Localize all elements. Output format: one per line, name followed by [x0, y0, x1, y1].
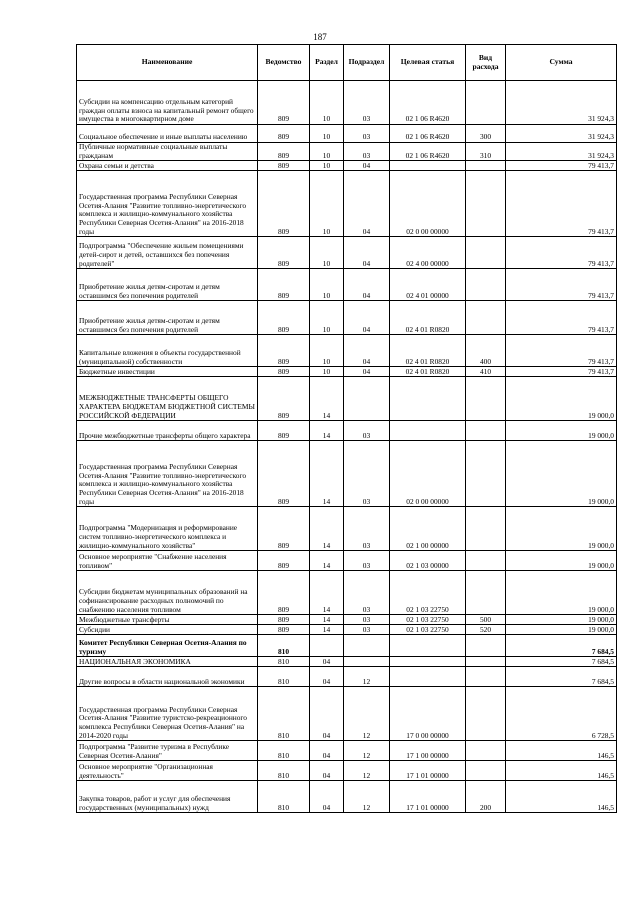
row-target-item-cell: 02 1 00 00000 — [390, 507, 466, 551]
row-expense-type-cell — [466, 171, 506, 237]
row-subsection-cell: 03 — [344, 441, 390, 507]
row-expense-type-cell — [466, 301, 506, 335]
row-expense-type-cell — [466, 237, 506, 269]
table-row — [77, 421, 617, 441]
row-section-cell: 10 — [310, 81, 344, 125]
row-section-cell: 10 — [310, 125, 344, 143]
row-department-cell: 809 — [258, 171, 310, 237]
row-name-cell: Подпрограмма "Развитие туризма в Республике Северная Осетия-Алания" — [77, 741, 258, 761]
row-department-cell: 809 — [258, 625, 310, 635]
row-amount-cell: 6 728,5 — [506, 687, 617, 741]
table-row — [77, 667, 617, 687]
row-section-cell — [310, 635, 344, 657]
row-section-cell: 04 — [310, 657, 344, 667]
row-target-item-cell: 17 0 00 00000 — [390, 687, 466, 741]
row-subsection-cell: 12 — [344, 667, 390, 687]
row-target-item-cell — [390, 657, 466, 667]
row-target-item-cell: 02 0 00 00000 — [390, 441, 466, 507]
row-department-cell: 810 — [258, 635, 310, 657]
row-target-item-cell: 02 1 03 22750 — [390, 571, 466, 615]
table-row — [77, 161, 617, 171]
row-department-cell: 809 — [258, 161, 310, 171]
row-target-item-cell — [390, 421, 466, 441]
table-row — [77, 571, 617, 615]
row-department-cell: 809 — [258, 551, 310, 571]
row-amount-cell: 19 000,0 — [506, 551, 617, 571]
column-header-target-item: Целевая статья — [390, 45, 466, 81]
row-subsection-cell — [344, 657, 390, 667]
column-header-section: Раздел — [310, 45, 344, 81]
row-department-cell: 809 — [258, 421, 310, 441]
table-row — [77, 125, 617, 143]
row-section-cell: 14 — [310, 441, 344, 507]
row-subsection-cell: 03 — [344, 507, 390, 551]
row-expense-type-cell — [466, 161, 506, 171]
row-department-cell: 809 — [258, 301, 310, 335]
row-subsection-cell: 03 — [344, 625, 390, 635]
row-department-cell: 809 — [258, 143, 310, 161]
row-expense-type-cell: 400 — [466, 335, 506, 367]
row-subsection-cell: 03 — [344, 125, 390, 143]
row-target-item-cell: 02 1 06 R4620 — [390, 143, 466, 161]
row-subsection-cell: 04 — [344, 171, 390, 237]
row-amount-cell: 79 413,7 — [506, 171, 617, 237]
table-row — [77, 367, 617, 377]
row-department-cell: 809 — [258, 237, 310, 269]
row-department-cell: 810 — [258, 687, 310, 741]
row-amount-cell: 31 924,3 — [506, 81, 617, 125]
row-subsection-cell: 12 — [344, 741, 390, 761]
page-number: 187 — [313, 32, 327, 42]
row-name-cell: МЕЖБЮДЖЕТНЫЕ ТРАНСФЕРТЫ ОБЩЕГО ХАРАКТЕРА БЮДЖЕТАМ БЮДЖЕТНОЙ СИСТЕМЫ РОССИЙСКОЙ ФЕДЕРАЦИИ — [77, 377, 258, 421]
row-name-cell: Капитальные вложения в объекты государственной (муниципальной) собственности — [77, 335, 258, 367]
row-expense-type-cell — [466, 441, 506, 507]
row-section-cell: 14 — [310, 551, 344, 571]
row-amount-cell: 79 413,7 — [506, 301, 617, 335]
row-section-cell: 14 — [310, 615, 344, 625]
row-section-cell: 14 — [310, 625, 344, 635]
row-amount-cell: 7 684,5 — [506, 657, 617, 667]
row-department-cell: 810 — [258, 781, 310, 813]
row-target-item-cell: 02 0 00 00000 — [390, 171, 466, 237]
header-row — [77, 45, 617, 81]
column-header-subsection: Подраздел — [344, 45, 390, 81]
row-expense-type-cell: 500 — [466, 615, 506, 625]
row-amount-cell: 79 413,7 — [506, 237, 617, 269]
row-section-cell: 14 — [310, 377, 344, 421]
row-department-cell: 810 — [258, 761, 310, 781]
row-amount-cell: 79 413,7 — [506, 367, 617, 377]
row-name-cell: Государственная программа Республики Северная Осетия-Алания "Развитие туристско-рекреационного комплекса Республики Северная Осетия-Алания" на 2014-2020 годы — [77, 687, 258, 741]
row-name-cell: Охрана семьи и детства — [77, 161, 258, 171]
row-subsection-cell — [344, 377, 390, 421]
row-expense-type-cell — [466, 269, 506, 301]
row-target-item-cell: 17 1 01 00000 — [390, 761, 466, 781]
column-header-amount: Сумма — [506, 45, 617, 81]
row-department-cell: 809 — [258, 507, 310, 551]
row-section-cell: 14 — [310, 571, 344, 615]
row-name-cell: Комитет Республики Северная Осетия-Алания по туризму — [77, 635, 258, 657]
row-subsection-cell: 12 — [344, 687, 390, 741]
row-department-cell: 810 — [258, 657, 310, 667]
table-row — [77, 143, 617, 161]
row-name-cell: Другие вопросы в области национальной экономики — [77, 667, 258, 687]
row-name-cell: Прочие межбюджетные трансферты общего характера — [77, 421, 258, 441]
row-name-cell: Субсидии бюджетам муниципальных образований на софинансирование расходных полномочий по снабжению населения топливом — [77, 571, 258, 615]
row-name-cell: Государственная программа Республики Северная Осетия-Алания "Развитие топливно-энергетического комплекса и жилищно-коммунального хозяйства Республики Северная Осетия-Алания" на 2016-2018 годы — [77, 171, 258, 237]
row-amount-cell: 19 000,0 — [506, 571, 617, 615]
row-subsection-cell: 04 — [344, 335, 390, 367]
row-amount-cell: 146,5 — [506, 741, 617, 761]
row-department-cell: 809 — [258, 125, 310, 143]
row-subsection-cell: 12 — [344, 781, 390, 813]
row-subsection-cell: 04 — [344, 237, 390, 269]
row-target-item-cell: 02 4 01 R0820 — [390, 367, 466, 377]
row-target-item-cell: 17 1 00 00000 — [390, 741, 466, 761]
row-department-cell: 809 — [258, 571, 310, 615]
row-expense-type-cell — [466, 741, 506, 761]
row-target-item-cell: 02 4 01 R0820 — [390, 335, 466, 367]
row-subsection-cell: 03 — [344, 143, 390, 161]
table-row — [77, 81, 617, 125]
row-name-cell: Субсидии на компенсацию отдельным категорий граждан оплаты взноса на капитальный ремонт общего имущества в многоквартирном доме — [77, 81, 258, 125]
row-department-cell: 809 — [258, 81, 310, 125]
row-department-cell: 809 — [258, 269, 310, 301]
column-header-department: Ведомство — [258, 45, 310, 81]
row-expense-type-cell: 300 — [466, 125, 506, 143]
row-name-cell: Социальное обеспечение и иные выплаты населению — [77, 125, 258, 143]
row-target-item-cell — [390, 161, 466, 171]
row-target-item-cell — [390, 667, 466, 687]
table-body — [77, 81, 617, 813]
row-subsection-cell — [344, 635, 390, 657]
row-section-cell: 04 — [310, 741, 344, 761]
row-amount-cell: 19 000,0 — [506, 507, 617, 551]
table-row — [77, 269, 617, 301]
row-name-cell: Подпрограмма "Модернизация и реформирование систем топливно-энергетического комплекса и жилищно-коммунального хозяйства" — [77, 507, 258, 551]
row-section-cell: 10 — [310, 367, 344, 377]
row-section-cell: 10 — [310, 237, 344, 269]
row-name-cell: Субсидии — [77, 625, 258, 635]
column-header-expense-type: Вид расхода — [466, 45, 506, 81]
table-row — [77, 741, 617, 761]
row-expense-type-cell — [466, 377, 506, 421]
row-section-cell: 10 — [310, 161, 344, 171]
row-target-item-cell: 02 1 03 22750 — [390, 625, 466, 635]
table-row — [77, 687, 617, 741]
row-name-cell: Подпрограмма "Обеспечение жильем помещениями детей-сирот и детей, оставшихся без попечения родителей" — [77, 237, 258, 269]
row-department-cell: 810 — [258, 667, 310, 687]
row-expense-type-cell — [466, 81, 506, 125]
row-name-cell: Государственная программа Республики Северная Осетия-Алания "Развитие топливно-энергетического комплекса и жилищно-коммунального хозяйства Республики Северная Осетия-Алания" на 2016-2018 годы — [77, 441, 258, 507]
row-target-item-cell — [390, 635, 466, 657]
row-section-cell: 10 — [310, 143, 344, 161]
row-amount-cell: 7 684,5 — [506, 667, 617, 687]
row-expense-type-cell: 520 — [466, 625, 506, 635]
table-row — [77, 171, 617, 237]
row-amount-cell: 7 684,5 — [506, 635, 617, 657]
row-department-cell: 810 — [258, 741, 310, 761]
table-row — [77, 551, 617, 571]
row-expense-type-cell — [466, 551, 506, 571]
row-target-item-cell: 02 4 01 00000 — [390, 269, 466, 301]
row-subsection-cell: 03 — [344, 615, 390, 625]
row-expense-type-cell — [466, 667, 506, 687]
row-target-item-cell: 17 1 01 00000 — [390, 781, 466, 813]
row-amount-cell: 19 000,0 — [506, 377, 617, 421]
row-expense-type-cell — [466, 571, 506, 615]
table-row — [77, 335, 617, 367]
table-row — [77, 761, 617, 781]
row-subsection-cell: 03 — [344, 421, 390, 441]
row-section-cell: 04 — [310, 761, 344, 781]
row-expense-type-cell — [466, 635, 506, 657]
row-section-cell: 10 — [310, 269, 344, 301]
row-expense-type-cell — [466, 761, 506, 781]
row-target-item-cell: 02 1 03 22750 — [390, 615, 466, 625]
row-subsection-cell: 04 — [344, 367, 390, 377]
row-subsection-cell: 12 — [344, 761, 390, 781]
row-section-cell: 04 — [310, 667, 344, 687]
row-amount-cell: 19 000,0 — [506, 441, 617, 507]
table-row — [77, 507, 617, 551]
table-row — [77, 615, 617, 625]
row-department-cell: 809 — [258, 367, 310, 377]
row-name-cell: Приобретение жилья детям-сиротам и детям оставшимся без попечения родителей — [77, 269, 258, 301]
row-name-cell: Бюджетные инвестиции — [77, 367, 258, 377]
row-subsection-cell: 03 — [344, 551, 390, 571]
row-department-cell: 809 — [258, 377, 310, 421]
row-name-cell: Межбюджетные трансферты — [77, 615, 258, 625]
row-amount-cell: 31 924,3 — [506, 125, 617, 143]
row-expense-type-cell — [466, 421, 506, 441]
row-name-cell: Публичные нормативные социальные выплаты гражданам — [77, 143, 258, 161]
row-section-cell: 04 — [310, 687, 344, 741]
row-section-cell: 14 — [310, 507, 344, 551]
row-target-item-cell: 02 1 03 00000 — [390, 551, 466, 571]
row-section-cell: 14 — [310, 421, 344, 441]
table-row — [77, 657, 617, 667]
row-amount-cell: 31 924,3 — [506, 143, 617, 161]
row-subsection-cell: 03 — [344, 81, 390, 125]
table-header — [77, 45, 617, 81]
table-row — [77, 301, 617, 335]
row-subsection-cell: 04 — [344, 269, 390, 301]
budget-table — [76, 44, 617, 813]
table-row — [77, 441, 617, 507]
row-amount-cell: 19 000,0 — [506, 625, 617, 635]
row-target-item-cell: 02 4 01 R0820 — [390, 301, 466, 335]
row-name-cell: Приобретение жилья детям-сиротам и детям оставшимся без попечения родителей — [77, 301, 258, 335]
row-department-cell: 809 — [258, 335, 310, 367]
row-subsection-cell: 04 — [344, 161, 390, 171]
row-amount-cell: 146,5 — [506, 761, 617, 781]
row-amount-cell: 79 413,7 — [506, 161, 617, 171]
row-target-item-cell: 02 4 00 00000 — [390, 237, 466, 269]
row-target-item-cell: 02 1 06 R4620 — [390, 125, 466, 143]
row-amount-cell: 79 413,7 — [506, 335, 617, 367]
table-row — [77, 377, 617, 421]
table-row — [77, 237, 617, 269]
row-name-cell: Основное мероприятие "Организационная деятельность" — [77, 761, 258, 781]
row-expense-type-cell — [466, 507, 506, 551]
row-expense-type-cell — [466, 687, 506, 741]
row-name-cell: НАЦИОНАЛЬНАЯ ЭКОНОМИКА — [77, 657, 258, 667]
row-amount-cell: 79 413,7 — [506, 269, 617, 301]
table-row — [77, 781, 617, 813]
row-expense-type-cell: 410 — [466, 367, 506, 377]
row-amount-cell: 19 000,0 — [506, 421, 617, 441]
row-name-cell: Закупка товаров, работ и услуг для обеспечения государственных (муниципальных) нужд — [77, 781, 258, 813]
column-header-name: Наименование — [77, 45, 258, 81]
row-expense-type-cell — [466, 657, 506, 667]
table-row — [77, 625, 617, 635]
row-department-cell: 809 — [258, 615, 310, 625]
row-section-cell: 10 — [310, 335, 344, 367]
row-subsection-cell: 04 — [344, 301, 390, 335]
row-target-item-cell: 02 1 06 R4620 — [390, 81, 466, 125]
table-row — [77, 635, 617, 657]
row-subsection-cell: 03 — [344, 571, 390, 615]
row-section-cell: 04 — [310, 781, 344, 813]
row-expense-type-cell: 310 — [466, 143, 506, 161]
row-target-item-cell — [390, 377, 466, 421]
row-section-cell: 10 — [310, 301, 344, 335]
row-expense-type-cell: 200 — [466, 781, 506, 813]
row-section-cell: 10 — [310, 171, 344, 237]
row-department-cell: 809 — [258, 441, 310, 507]
row-amount-cell: 146,5 — [506, 781, 617, 813]
row-name-cell: Основное мероприятие "Снабжение населения топливом" — [77, 551, 258, 571]
row-amount-cell: 19 000,0 — [506, 615, 617, 625]
